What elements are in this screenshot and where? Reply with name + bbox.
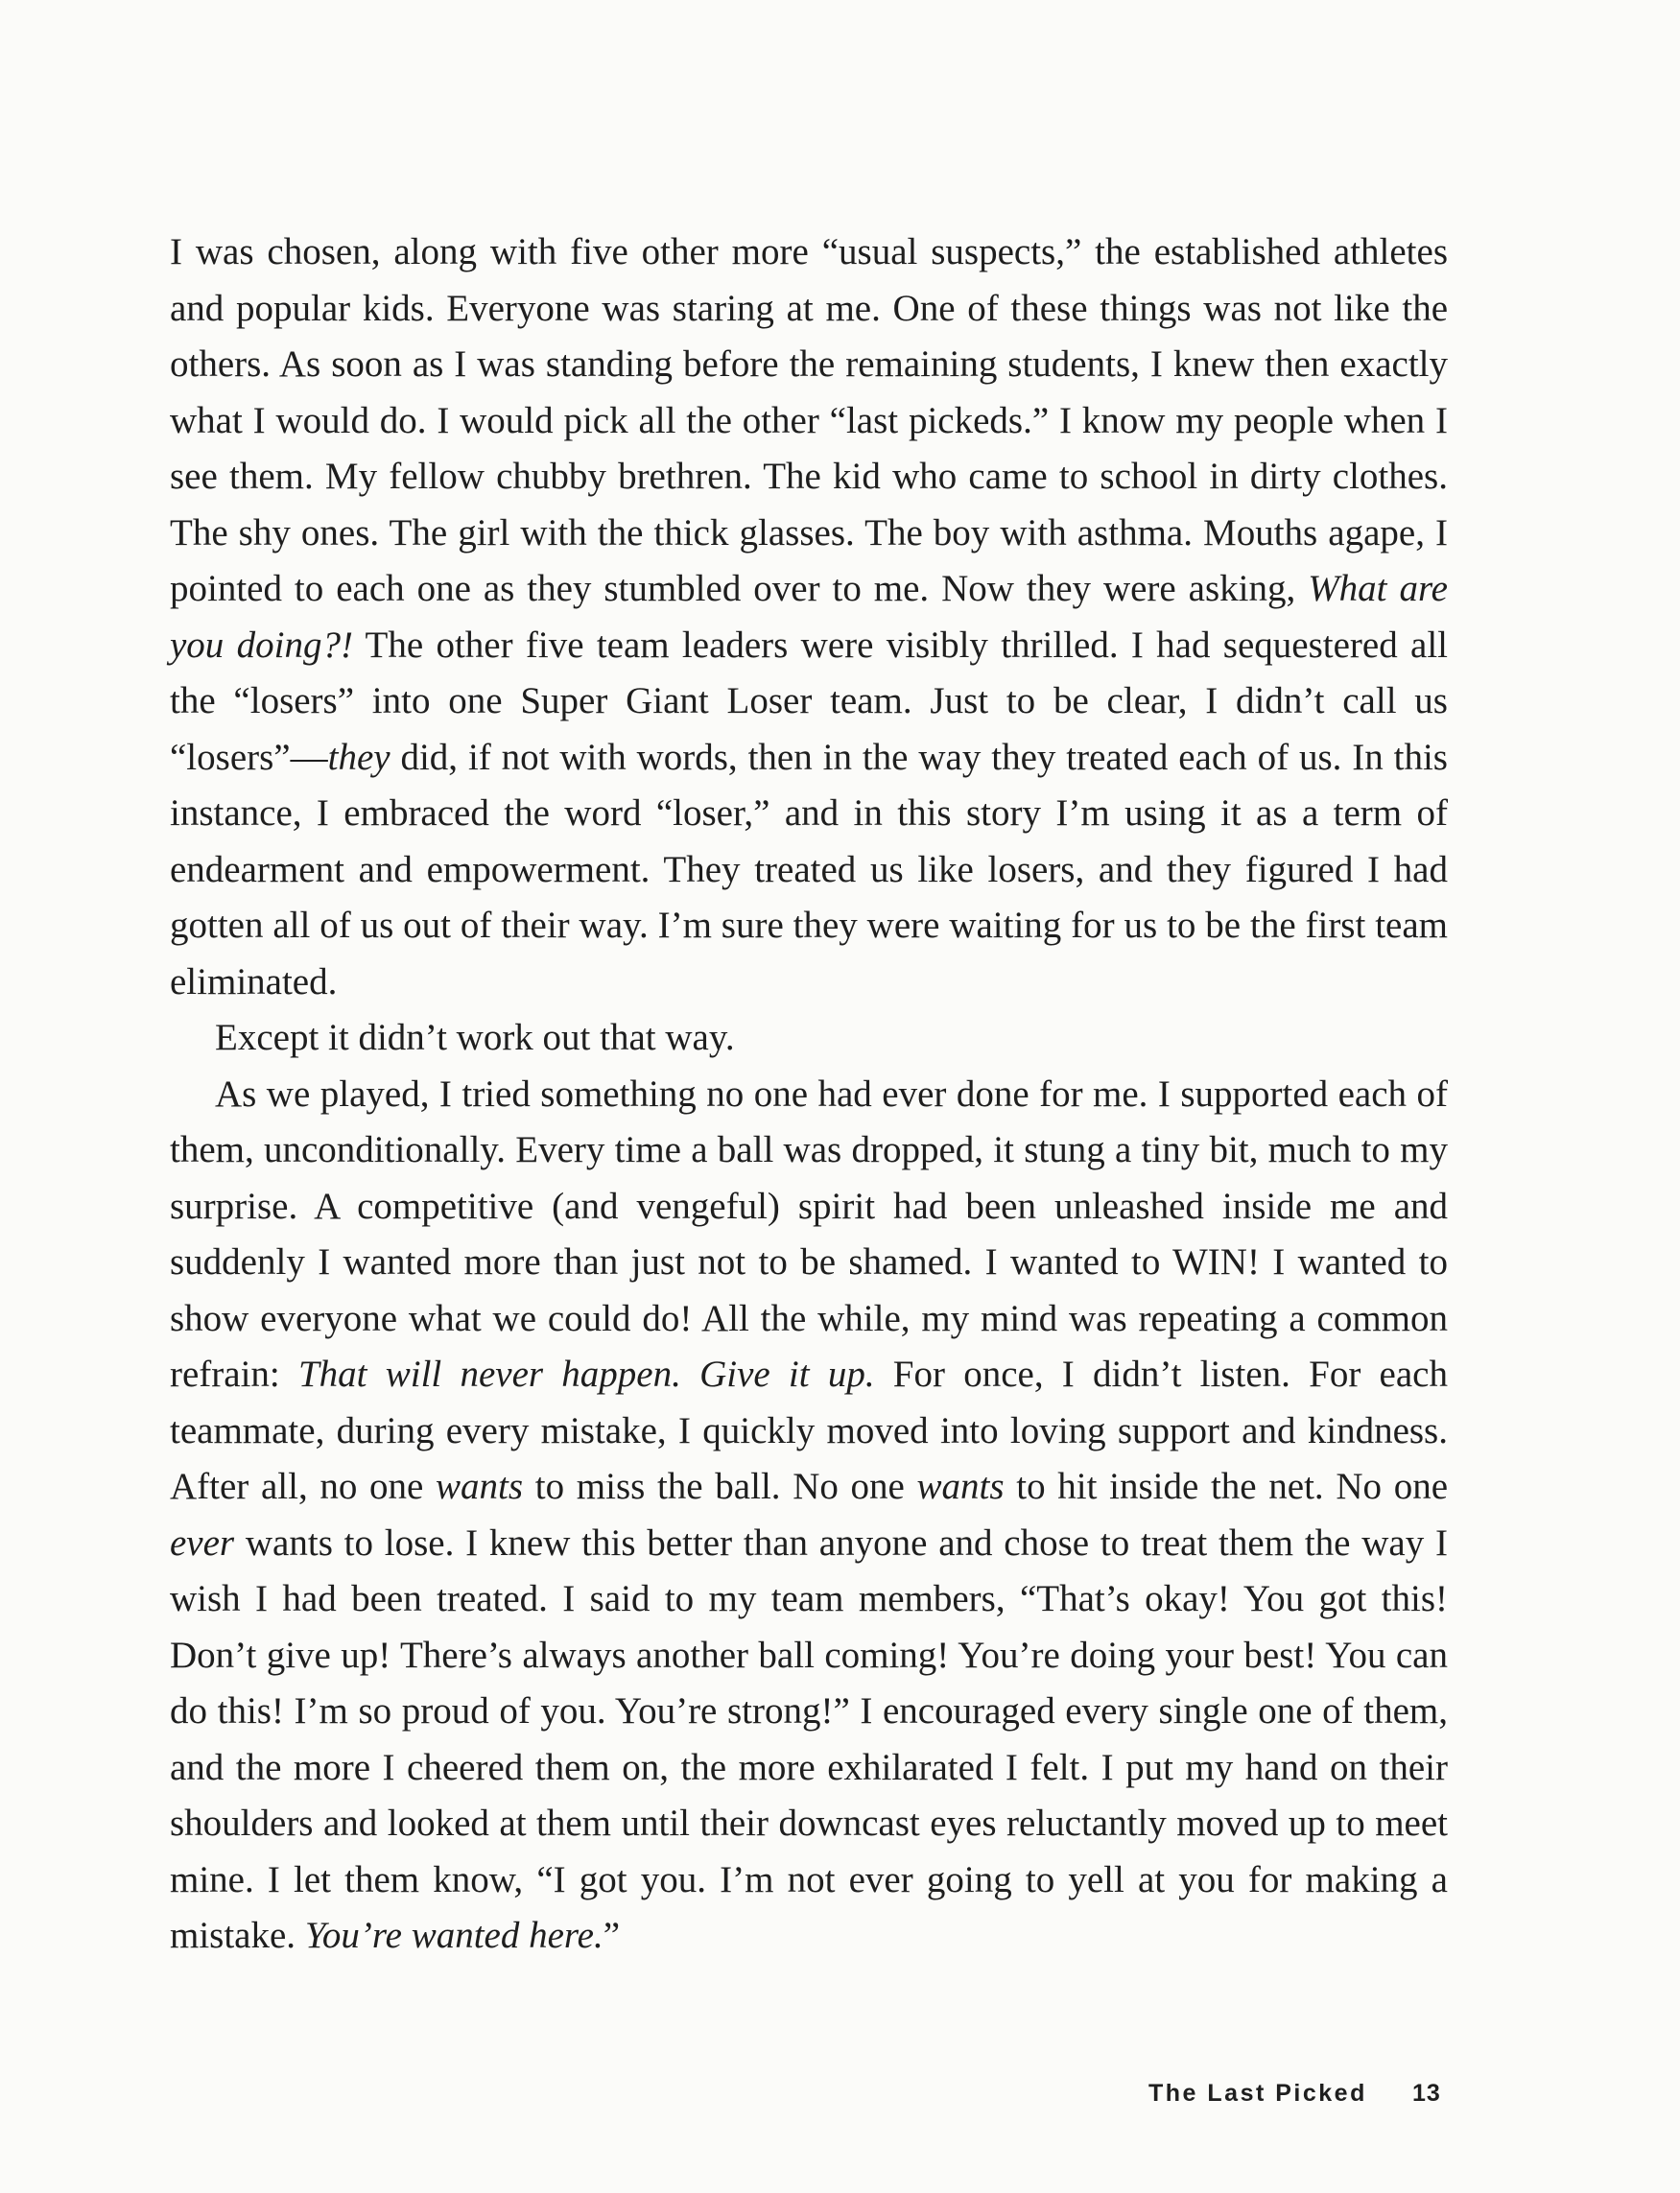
text-run: ” [603, 1915, 621, 1956]
text-run: For once, I didn’t listen. For each teammate, during every mistake, I quickly moved into loving support and kindness. After all, no one [170, 1354, 1448, 1507]
text-run: to hit inside the net. No one [1004, 1466, 1449, 1507]
italic-run: they [327, 736, 390, 778]
page-number: 13 [1412, 2080, 1441, 2107]
body-text [170, 224, 1448, 1965]
italic-run: What are you doing?! [170, 568, 1448, 666]
text-run: I was chosen, along with five other more “usual suspects,” the established athletes and popular kids. Everyone was staring at me. One of these things was not like the others. As soon as I was standing before the remaining students, I knew then exactly what I would do. I would pick all the other “last pickeds.” I know my people when I see them. My fellow chubby brethren. The kid who came to school in dirty clothes. The shy ones. The girl with the thick glasses. The boy with asthma. Mouths agape, I pointed to each one as they stumbled over to me. Now they were asking, [170, 231, 1448, 609]
text-run: The other five team leaders were visibly thrilled. I had sequestered all the “losers” into one Super Giant Loser team. Just to be clear, I didn’t call us “losers”— [170, 624, 1448, 778]
page-footer [0, 2080, 1680, 2118]
italic-run: wants [916, 1466, 1005, 1507]
running-head: The Last Picked [1148, 2080, 1367, 2107]
italic-run: wants [436, 1466, 524, 1507]
paragraph-3 [170, 1067, 1448, 1965]
italic-run: ever [170, 1521, 235, 1564]
paragraph-1 [170, 224, 1448, 1010]
italic-run: That will never happen. Give it up. [297, 1354, 875, 1395]
text-run: wants to lose. I knew this better than anyone and chose to treat them the way I wish I had been treated. I said to my team members, “That’s okay! You got this! Don’t give up! There’s always another ball coming! You’re doing your best! You can do this! I’m so proud of you. You’re strong!” I encouraged every single one of them, and the more I cheered them on, the more exhilarated I felt. I put my hand on their shoulders and looked at them until their downcast eyes reluctantly moved up to meet mine. I let them know, “I got you. I’m not ever going to yell at you for making a mistake. [170, 1521, 1448, 1956]
paragraph-2: Except it didn’t work out that way. [215, 1017, 735, 1058]
text-run: As we played, I tried something no one had ever done for me. I supported each of them, unconditionally. Every time a ball was dropped, it stung a tiny bit, much to my surprise. A competitive (and vengeful) spirit had been unleashed inside me and suddenly I wanted more than just not to be shamed. I wanted to WIN! I wanted to show everyone what we could do! All the while, my mind was repeating a common refrain: [170, 1073, 1448, 1395]
italic-run: You’re wanted here. [304, 1915, 603, 1956]
text-run: to miss the ball. No one [523, 1466, 917, 1507]
text-run: did, if not with words, then in the way they treated each of us. In this instance, I embraced the word “loser,” and in this story I’m using it as a term of endearment and empowerment. They treated us like losers, and they figured I had gotten all of us out of their way. I’m sure they were waiting for us to be the first team eliminated. [170, 736, 1448, 1002]
